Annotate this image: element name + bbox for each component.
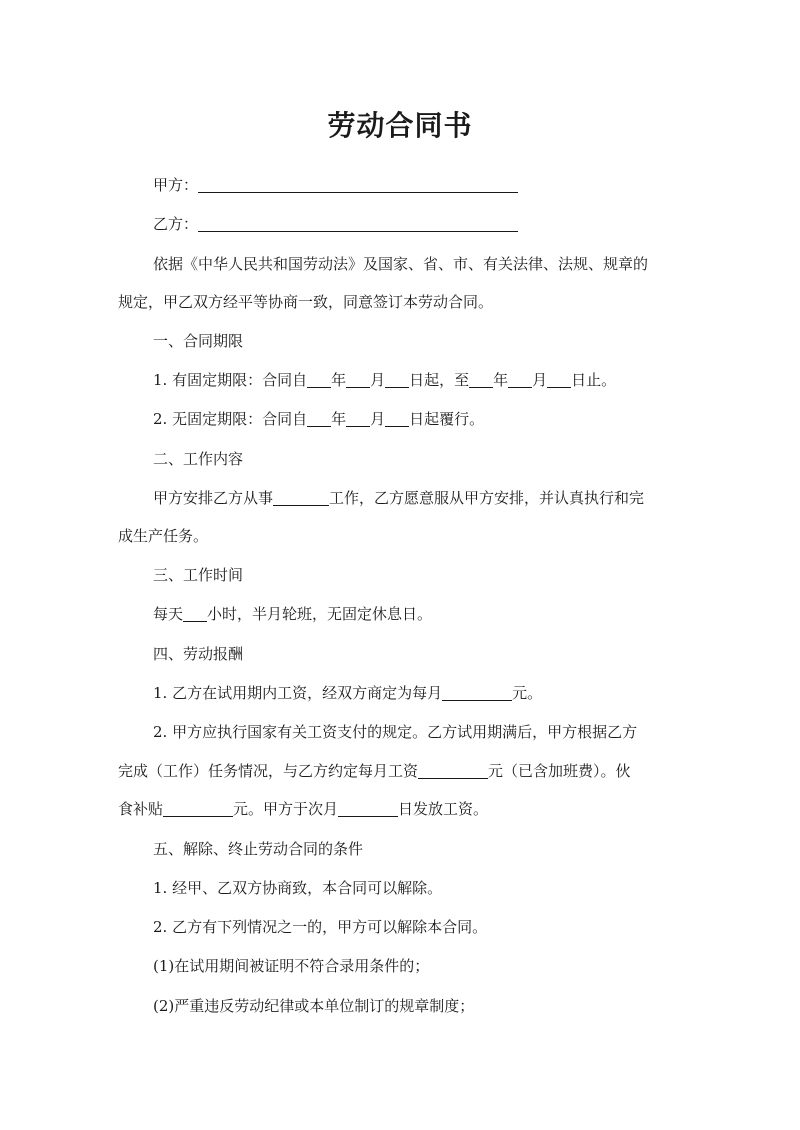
s2-line1-text-b: 工作，乙方愿意服从甲方安排，并认真执行和完 — [329, 489, 645, 507]
party-b-label: 乙方： — [153, 215, 199, 233]
section-4-item-2-line-1: 2. 甲方应执行国家有关工资支付的规定。乙方试用期满后，甲方根据乙方 — [153, 723, 638, 741]
section-2-line-1 — [153, 486, 644, 510]
s1-item1-text-a: 1. 有固定期限：合同自 — [153, 371, 308, 389]
s1-item2-text-d: 日起覆行。 — [409, 410, 485, 428]
start-year-blank[interactable] — [307, 370, 331, 388]
section-5-item-2: 2. 乙方有下列情况之一的，甲方可以解除本合同。 — [153, 918, 488, 936]
s1-item2-text-b: 年 — [331, 410, 347, 428]
s4-item2-line3-text-c: 日发放工资。 — [398, 800, 489, 818]
open-month-blank[interactable] — [346, 409, 370, 427]
s4-item1-text-a: 1. 乙方在试用期内工资，经双方商定为每月 — [153, 684, 443, 702]
s1-item1-text-c: 月 — [370, 371, 386, 389]
section-4-item-2-line-3 — [118, 797, 488, 821]
document-title: 劳动合同书 — [327, 109, 473, 142]
s4-item1-text-b: 元。 — [512, 684, 543, 702]
section-3-line-1 — [153, 602, 432, 626]
s2-line1-text-a: 甲方安排乙方从事 — [153, 489, 274, 507]
s4-item2-line2-text-a: 完成（工作）任务情况，与乙方约定每月工资 — [118, 762, 419, 780]
s1-item1-text-g: 日止。 — [571, 371, 617, 389]
section-5-item-1: 1. 经甲、乙双方协商致，本合同可以解除。 — [153, 879, 443, 897]
s1-item1-text-e: 年 — [493, 371, 509, 389]
section-4-item-1 — [153, 681, 542, 705]
end-year-blank[interactable] — [469, 370, 493, 388]
s1-item1-text-b: 年 — [331, 371, 347, 389]
s1-item2-text-a: 2. 无固定期限：合同自 — [153, 410, 308, 428]
start-day-blank[interactable] — [385, 370, 409, 388]
s4-item2-line3-text-a: 食补贴 — [118, 800, 164, 818]
party-b-blank[interactable] — [198, 214, 518, 232]
party-a-label: 甲方： — [153, 176, 199, 194]
section-4-heading: 四、劳动报酬 — [153, 645, 244, 663]
s1-item2-text-c: 月 — [370, 410, 386, 428]
job-blank[interactable] — [273, 488, 329, 506]
payday-blank[interactable] — [338, 799, 398, 817]
probation-wage-blank[interactable] — [442, 683, 512, 701]
start-month-blank[interactable] — [346, 370, 370, 388]
end-day-blank[interactable] — [547, 370, 571, 388]
section-2-heading: 二、工作内容 — [153, 450, 244, 468]
party-a-blank[interactable] — [198, 175, 518, 193]
section-4-item-2-line-2 — [118, 759, 631, 783]
s3-line1-text-b: 小时，半月轮班，无固定休息日。 — [207, 605, 433, 623]
section-5-sub-1: (1)在试用期间被证明不符合录用条件的； — [153, 957, 430, 975]
hours-blank[interactable] — [183, 604, 207, 622]
section-2-line-2: 成生产任务。 — [118, 527, 209, 545]
s1-item1-text-d: 日起，至 — [409, 371, 470, 389]
section-1-heading: 一、合同期限 — [153, 332, 244, 350]
party-a-line — [153, 173, 518, 197]
meal-allowance-blank[interactable] — [163, 799, 233, 817]
intro-line-2: 规定，甲乙双方经平等协商一致，同意签订本劳动合同。 — [118, 293, 494, 311]
s1-item1-text-f: 月 — [532, 371, 548, 389]
monthly-wage-blank[interactable] — [418, 761, 488, 779]
section-1-item-1 — [153, 368, 616, 392]
s3-line1-text-a: 每天 — [153, 605, 184, 623]
section-5-sub-2: (2)严重违反劳动纪律或本单位制订的规章制度； — [153, 997, 475, 1015]
section-3-heading: 三、工作时间 — [153, 566, 244, 584]
open-year-blank[interactable] — [307, 409, 331, 427]
section-1-item-2 — [153, 407, 484, 431]
open-day-blank[interactable] — [385, 409, 409, 427]
s4-item2-line3-text-b: 元。甲方于次月 — [233, 800, 339, 818]
s4-item2-line2-text-b: 元（已含加班费）。伙 — [488, 762, 631, 780]
end-month-blank[interactable] — [508, 370, 532, 388]
section-5-heading: 五、解除、终止劳动合同的条件 — [153, 840, 364, 858]
party-b-line — [153, 212, 518, 236]
intro-line-1: 依据《中华人民共和国劳动法》及国家、省、市、有关法律、法规、规章的 — [153, 255, 649, 273]
